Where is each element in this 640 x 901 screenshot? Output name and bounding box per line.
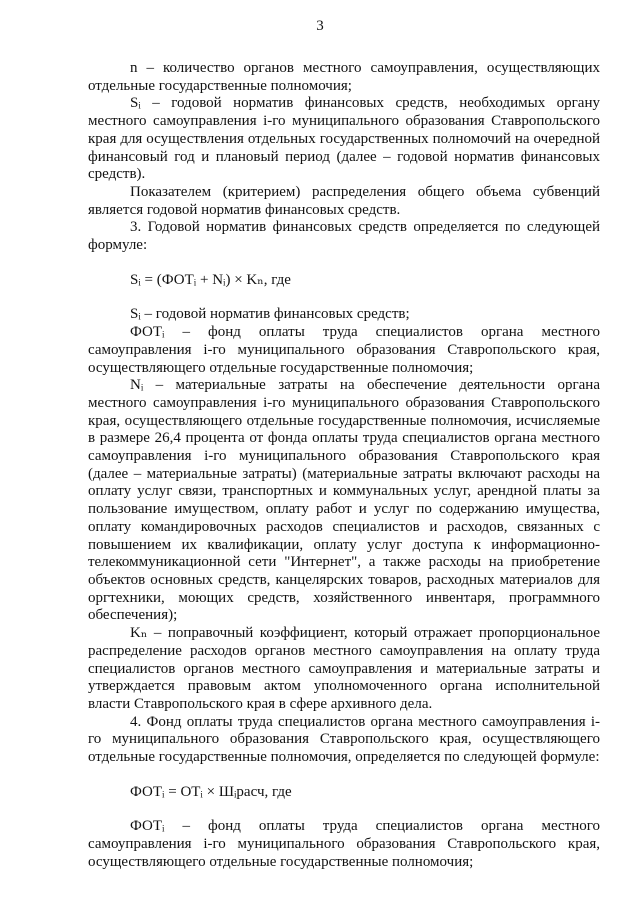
- paragraph-n-definition: n – количество органов местного самоуправления, осуществляющих отдельные государственные полномочия;: [88, 60, 600, 94]
- formula-si: Sᵢ = (ФОТᵢ + Nᵢ) × Kₙ, где: [130, 271, 291, 288]
- document-body: [88, 60, 600, 872]
- paragraph-si-legend: Sᵢ – годовой норматив финансовых средств;: [130, 306, 410, 323]
- paragraph-item-3: 3. Годовой норматив финансовых средств определяется по следующей формуле:: [88, 219, 600, 254]
- paragraph-fot-legend-2: ФОТᵢ – фонд оплаты труда специалистов органа местного самоуправления i-го муниципального образования Ставропольского края, осуществляющего отдельные государственные полномочия;: [88, 818, 600, 870]
- paragraph-item-4: 4. Фонд оплаты труда специалистов органа местного самоуправления i-го муниципального образования Ставропольского края, осуществляющего отдельные государственные полномочия, определяется по следующей формуле:: [88, 713, 600, 766]
- paragraph-fot-legend: ФОТᵢ – фонд оплаты труда специалистов органа местного самоуправления i-го муниципального образования Ставропольского края, осуществляющего отдельные государственные полномочия;: [88, 324, 600, 376]
- paragraph-ni-legend: Nᵢ – материальные затраты на обеспечение деятельности органа местного самоуправления i-го муниципального образования Ставропольского края, осуществляющего отдельные государственные полномочия, исчисляемые в размере 26,4 процента от фонда оплаты труда специалистов органа местного самоуправления i-го муниципального образования Ставропольского края (далее – материальные затраты) (материальные затраты включают расходы на оплату услуг связи, транспортных и коммунальных услуг, арендной платы за пользование имуществом, оплату работ и услуг по содержанию имущества, оплату командировочных расходов специалистов и расходов, связанных с повышением их квалификации, оплату услуг доступа к информационно-телекоммуникационной сети "Интернет", а также расходы на приобретение объектов основных средств, канцелярских товаров, расходных материалов для оргтехники, моющих средств, хозяйственного инвентаря, программного обеспечения);: [88, 377, 600, 624]
- paragraph-si-definition: Sᵢ – годовой норматив финансовых средств, необходимых органу местного самоуправления i-го муниципального образования Ставропольского края для осуществления отдельных государственных полномочий на очередной финансовый год и плановый период (далее – годовой норматив финансовых средств).: [88, 95, 600, 183]
- paragraph-distribution-criterion: Показателем (критерием) распределения общего объема субвенций является годовой норматив финансовых средств.: [88, 183, 600, 218]
- page-number: 3: [316, 18, 324, 34]
- formula-fot: ФОТᵢ = ОТᵢ × Шᵢрасч, где: [130, 783, 292, 800]
- paragraph-kn-legend: Kₙ – поправочный коэффициент, который отражает пропорциональное распределение расходов органов местного самоуправления на оплату труда специалистов органов местного самоуправления и материальные затраты и утверждается правовым актом уполномоченного органа исполнительной власти Ставропольского края в сфере архивного дела.: [88, 625, 600, 712]
